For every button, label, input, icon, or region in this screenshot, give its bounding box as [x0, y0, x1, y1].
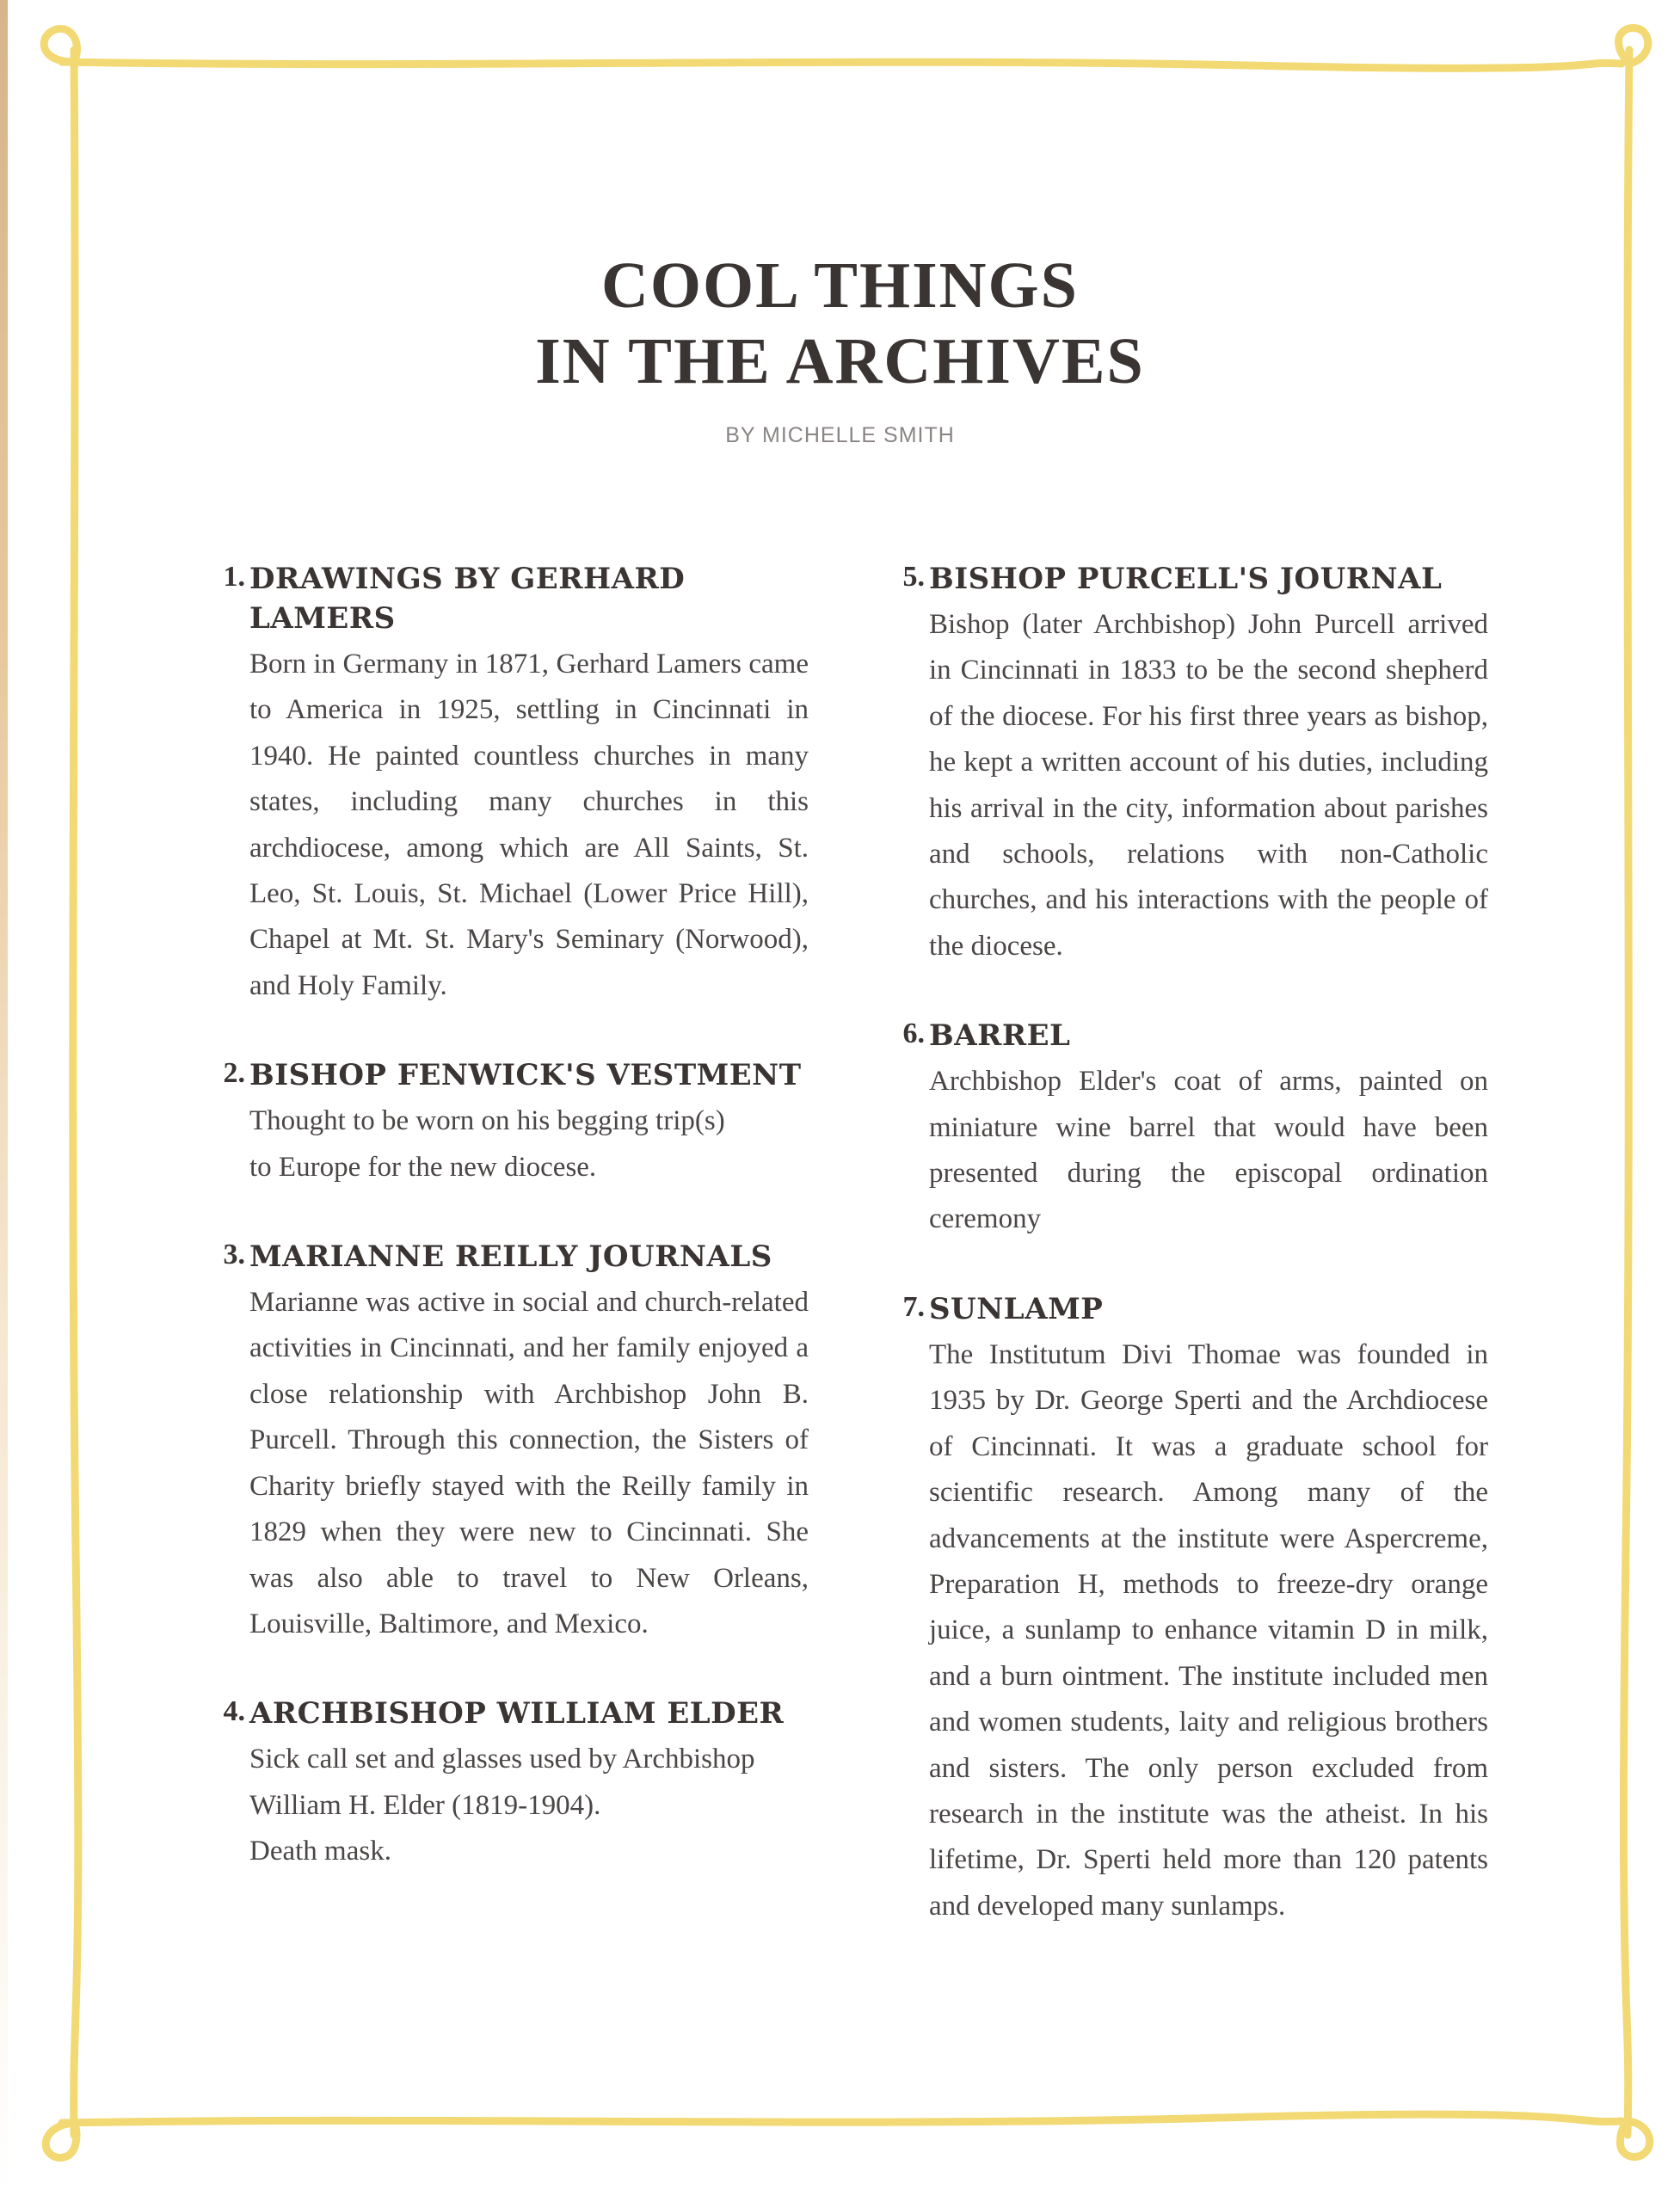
- frame-corner-loop-br: [1620, 2121, 1649, 2157]
- item-title: MARIANNE REILLY JOURNALS: [249, 1239, 772, 1275]
- item-number: 2.: [223, 1057, 245, 1090]
- frame-corner-loop-bl: [46, 2123, 77, 2158]
- item-title: SUNLAMP: [929, 1291, 1104, 1326]
- item-body-line: Sick call set and glasses used by Archbishop: [249, 1744, 755, 1775]
- frame-corner-loop-tr: [1619, 28, 1648, 64]
- item-body: Marianne was active in social and church-related activities in Cincinnati, and her family enjoyed a close relationship with Archbishop John B. Purcell. Through this connection, the Sisters of Charity briefly stayed with the Reilly family in 1829 when they were new to Cincinnati. She was also able to travel to New Orleans, Louisville, Baltimore, and Mexico.: [249, 1287, 809, 1639]
- frame-bottom-line: [62, 2114, 1622, 2123]
- item-body: Born in Germany in 1871, Gerhard Lamers came to America in 1925, settling in Cincinnati in 1940. He painted countless churches in many states, including many churches in this archdiocese, among which are All Saints, St. Leo, St. Louis, St. Michael (Lower Price Hill), Chapel at Mt. St. Mary's Seminary (Norwood), and Holy Family.: [249, 649, 809, 1001]
- item-number: 1.: [223, 561, 245, 593]
- page-title: [0, 248, 1680, 399]
- item-body: Bishop (later Archbishop) John Purcell arrived in Cincinnati in 1833 to be the second shepherd of the diocese. For his first three years as bishop, he kept a written account of his duties, including his arrival in the city, information about parishes and schools, relations with non-Catholic churches, and his interactions with the people of the diocese.: [929, 609, 1488, 962]
- item-body-line: to Europe for the new diocese.: [249, 1151, 597, 1183]
- title-line-2: IN THE ARCHIVES: [535, 325, 1145, 397]
- item-title: BISHOP FENWICK'S VESTMENT: [249, 1058, 802, 1093]
- item-number: 5.: [902, 561, 925, 593]
- list-item: [223, 1055, 809, 1190]
- item-title: DRAWINGS BY GERHARD LAMERS: [249, 562, 686, 636]
- item-number: 3.: [223, 1239, 245, 1271]
- list-item: [902, 1016, 1488, 1243]
- item-body: Archbishop Elder's coat of arms, painted on miniature wine barrel that would have been presented during the episcopal ordination ceremony: [929, 1066, 1488, 1235]
- frame-corner-loop-tl: [44, 28, 77, 62]
- list-item: [902, 559, 1488, 969]
- item-number: 7.: [902, 1290, 925, 1323]
- item-body: [249, 1098, 809, 1190]
- item-body: [249, 1737, 809, 1874]
- list-item: [223, 559, 809, 1009]
- author-byline: BY MICHELLE SMITH: [725, 423, 955, 447]
- item-body-line: Death mask.: [249, 1836, 391, 1867]
- list-item: [223, 1694, 809, 1874]
- item-title: BARREL: [929, 1018, 1071, 1054]
- item-body-line: Thought to be worn on his begging trip(s): [249, 1105, 725, 1137]
- left-column: [223, 559, 809, 1922]
- item-body-line: William H. Elder (1819-1904).: [249, 1789, 601, 1821]
- item-title: ARCHBISHOP WILLIAM ELDER: [249, 1696, 785, 1731]
- item-number: 6.: [902, 1018, 925, 1050]
- item-title: BISHOP PURCELL'S JOURNAL: [929, 562, 1443, 596]
- list-item: [223, 1237, 809, 1647]
- item-number: 4.: [223, 1695, 245, 1728]
- list-item: [902, 1289, 1488, 1929]
- item-body: The Institutum Divi Thomae was founded in 1935 by Dr. George Sperti and the Archdiocese of Cincinnati. It was a graduate school for scientific research. Among many of the advancements at the institute were Aspercreme, Preparation H, methods to freeze-dry orange juice, a sunlamp to enhance vitamin D in milk, and a burn ointment. The institute included men and women students, laity and religious brothers and sisters. The only person excluded from research in the institute was the atheist. In his lifetime, Dr. Sperti held more than 120 patents and developed many sunlamps.: [929, 1338, 1488, 1922]
- frame-top-line: [62, 62, 1622, 68]
- right-column: [902, 559, 1488, 1976]
- title-line-1: COOL THINGS: [601, 249, 1079, 322]
